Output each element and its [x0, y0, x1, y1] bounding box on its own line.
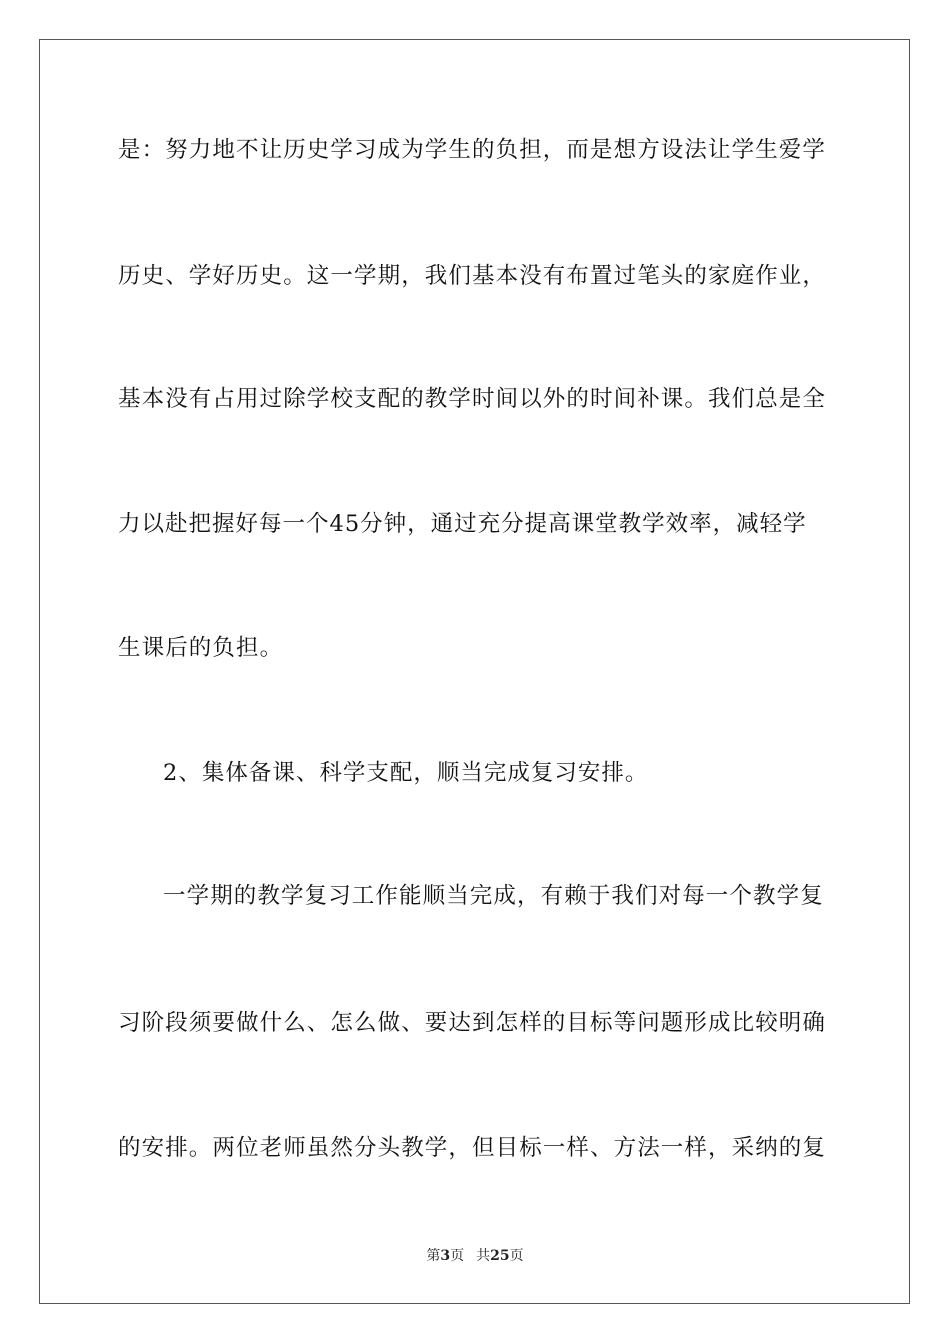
body-text-line-7: 一学期的教学复习工作能顺当完成，有赖于我们对每一个教学复: [163, 883, 824, 909]
body-text-line-8: 习阶段须要做什么、怎么做、要达到怎样的目标等问题形成比较明确: [118, 1010, 827, 1036]
body-text-line-9: 的安排。两位老师虽然分头教学，但目标一样、方法一样，采纳的复: [118, 1135, 827, 1161]
page-prefix: 第: [426, 1248, 441, 1264]
body-text-line-2: 历史、学好历史。这一学期，我们基本没有布置过笔头的家庭作业，: [118, 263, 827, 289]
total-suffix: 页: [509, 1248, 524, 1264]
total-prefix: 共: [476, 1248, 491, 1264]
body-text-line-4: 力以赴把握好每一个45分钟，通过充分提高课堂教学效率，减轻学: [118, 511, 807, 537]
page-frame: [39, 39, 910, 1304]
section-heading: 2、集体备课、科学支配，顺当完成复习安排。: [163, 760, 649, 786]
body-text-line-1: 是：努力地不让历史学习成为学生的负担，而是想方设法让学生爱学: [118, 137, 827, 163]
page-footer: [0, 1247, 950, 1265]
page-suffix: 页: [450, 1248, 465, 1264]
total-pages: 25: [490, 1248, 510, 1264]
body-text-line-3: 基本没有占用过除学校支配的教学时间以外的时间补课。我们总是全: [118, 386, 827, 412]
page-number: 3: [440, 1248, 451, 1264]
body-text-line-5: 生课后的负担。: [118, 635, 284, 661]
